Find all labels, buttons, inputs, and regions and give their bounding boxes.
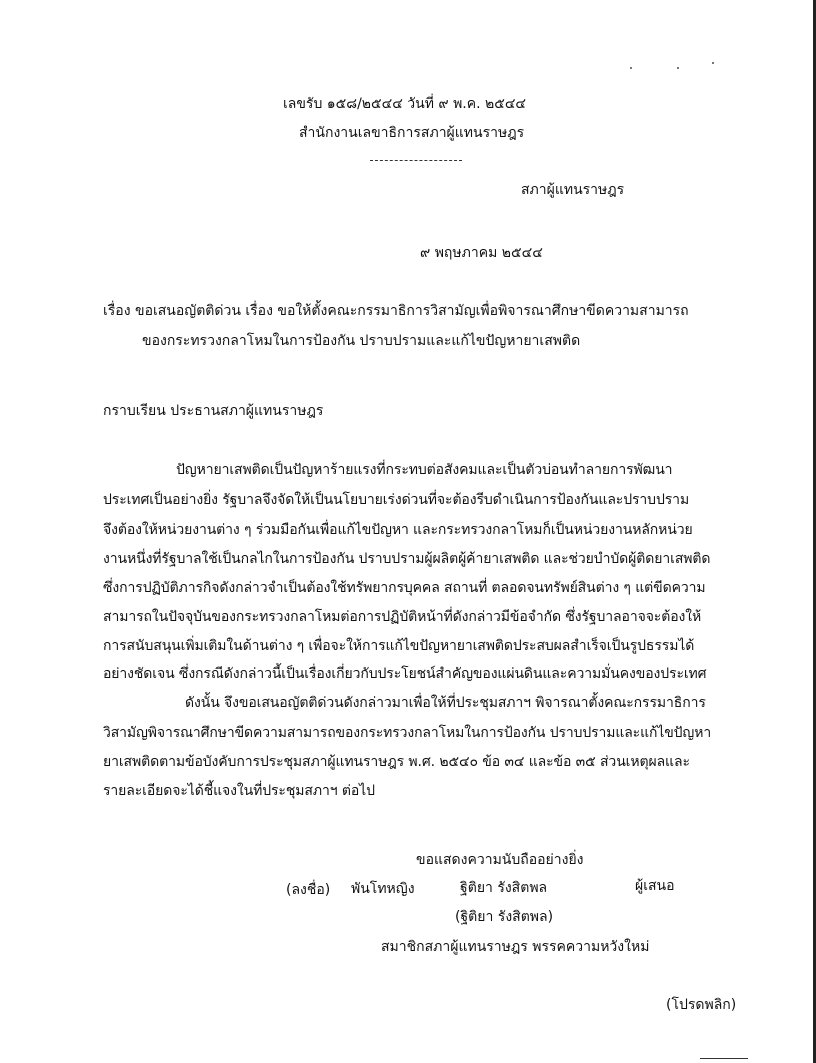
body-line: งานหนึ่งที่รัฐบาลใช้เป็นกลไกในการป้องกัน ปราบปรามผู้ผลิตผู้ค้ายาเสพติด และช่วยบำบัดผู้ติดยาเสพติด [103,551,711,567]
scan-speck [677,67,679,69]
signed-label: (ลงชื่อ) [286,882,331,898]
body-line: ซึ่งการปฏิบัติภารกิจดังกล่าวจำเป็นต้องใช้ทรัพยากรบุคคล สถานที่ ตลอดจนทรัพย์สินต่าง ๆ แต่ขีดความ [103,580,706,596]
document-date: ๙ พฤษภาคม ๒๕๔๔ [420,245,543,261]
signer-rank: พันโทหญิง [351,881,415,897]
proposer-label: ผู้เสนอ [635,878,675,894]
scan-speck [630,67,632,69]
recipient-org: สภาผู้แทนราษฎร [521,182,625,198]
body-line: การสนับสนุนเพิ่มเติมในด้านต่าง ๆ เพื่อจะให้การแก้ไขปัญหายาเสพติดประสบผลสำเร็จเป็นรูปธรรมได้ [103,638,695,654]
body-line: อย่างชัดเจน ซึ่งกรณีดังกล่าวนี้เป็นเรื่องเกี่ยวกับประโยชน์สำคัญของแผ่นดินและความมั่นคงของประเทศ [103,666,707,682]
printed-name: (ฐิติยา รังสิตพล) [455,909,554,925]
body-line: วิสามัญพิจารณาศึกษาขีดความสามารถของกระทรวงกลาโหมในการป้องกัน ปราบปรามและแก้ไขปัญหา [103,725,712,741]
scan-speck [712,62,714,64]
closing-regards: ขอแสดงความนับถืออย่างยิ่ง [416,852,584,868]
body-line: ปัญหายาเสพติดเป็นปัญหาร้ายแรงที่กระทบต่อสังคมและเป็นตัวบ่อนทำลายการพัฒนา [176,462,673,478]
body-line: ยาเสพติดตามข้อบังคับการประชุมสภาผู้แทนราษฎร พ.ศ. ๒๕๔๐ ข้อ ๓๔ และข้อ ๓๕ ส่วนเหตุผลและ [103,754,690,770]
body-line: ประเทศเป็นอย่างยิ่ง รัฐบาลจึงจัดให้เป็นนโยบายเร่งด่วนที่จะต้องรีบดำเนินการป้องกันและปราบปราม [103,492,690,508]
body-line: จึงต้องให้หน่วยงานต่าง ๆ ร่วมมือกันเพื่อแก้ไขปัญหา และกระทรวงกลาโหมก็เป็นหน่วยงานหลักหน่วย [103,522,693,538]
office-name: สำนักงานเลขาธิการสภาผู้แทนราษฎร [299,125,525,141]
body-line: สามารถในปัจจุบันของกระทรวงกลาโหมต่อการปฏิบัติหน้าที่ดังกล่าวมีข้อจำกัด ซึ่งรัฐบาลอาจจะต้องให้ [103,609,702,625]
separator-dashes [370,160,462,161]
signature-name: ฐิติยา รังสิตพล [460,880,548,896]
body-line: ดังนั้น จึงขอเสนอญัตติด่วนดังกล่าวมาเพื่อให้ที่ประชุมสภาฯ พิจารณาตั้งคณะกรรมาธิการ [185,695,706,711]
receipt-stamp-line: เลขรับ ๑๕๘/๒๕๔๔ วันที่ ๙ พ.ค. ๒๕๔๔ [283,96,527,112]
member-affiliation: สมาชิกสภาผู้แทนราษฎร พรรคความหวังใหม่ [381,939,650,955]
subject-line-2: ของกระทรวงกลาโหมในการป้องกัน ปราบปรามและแก้ไขปัญหายาเสพติด [142,333,581,349]
salutation: กราบเรียน ประธานสภาผู้แทนราษฎร [103,403,324,419]
subject-line-1: เรื่อง ขอเสนอญัตติด่วน เรื่อง ขอให้ตั้งคณะกรรมาธิการวิสามัญเพื่อพิจารณาศึกษาขีดความสามารถ [103,303,689,319]
body-line: รายละเอียดจะได้ชี้แจงในที่ประชุมสภาฯ ต่อไป [103,783,375,799]
scan-bottom-mark [700,1058,748,1059]
please-turn-note: (โปรดพลิก) [666,997,737,1013]
